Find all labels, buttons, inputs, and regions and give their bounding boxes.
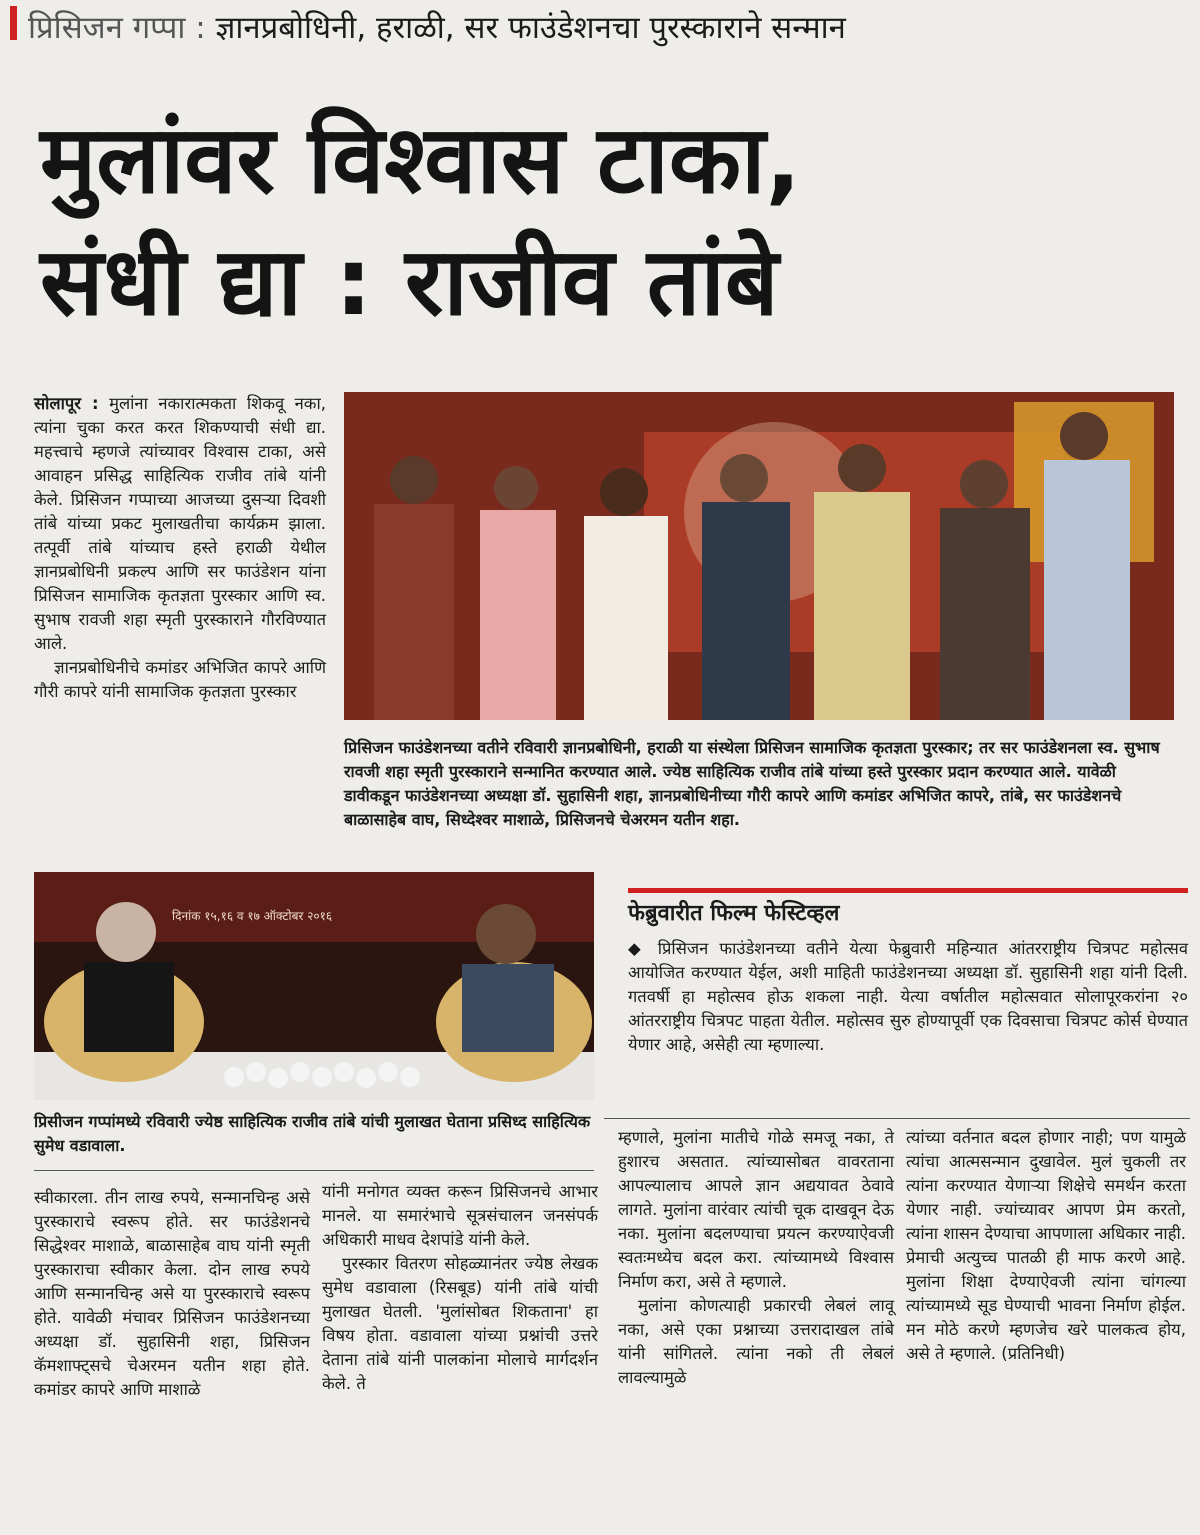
award-photo-caption: प्रिसिजन फाउंडेशनच्या वतीने रविवारी ज्ञानप्रबोधिनी, हराळी या संस्थेला प्रिसिजन सामाजिक कृतज्ञता पुरस्कार; तर सर फाउंडेशनला स्व. सुभाष रावजी शहा स्मृती पुरस्काराने सन्मानित करण्यात आले. ज्येष्ठ साहित्यिक राजीव तांबे यांच्या हस्ते पुरस्कार प्रदान करण्यात आले. यावेळी डावीकडून फाउंडेशनच्या अध्यक्षा डॉ. सुहासिनी शहा, ज्ञानप्रबोधिनीच्या गौरी कापरे आणि कमांडर अभिजित कापरे, तांबे, सर फाउंडेशनचे बाळासाहेब वाघ, सिध्देश्वर माशाळे, प्रिसिजनचे चेअरमन यतीन शहा.	[344, 738, 1160, 829]
interview-photo-caption: प्रिसीजन गप्पांमध्ये रविवारी ज्येष्ठ साहित्यिक राजीव तांबे यांची मुलाखत घेताना प्रसिध्द साहित्यिक सुमेध वडावाला.	[34, 1112, 591, 1155]
kicker-accent-bar	[10, 6, 17, 40]
body-column-1	[34, 1186, 310, 1402]
body-paragraph: पुरस्कार वितरण सोहळ्यानंतर ज्येष्ठ लेखक सुमेध वडावाला (रिसबूड) यांनी तांबे यांची मुलाखत घेतली. 'मुलांसोबत शिकताना' हा विषय होता. वडावाला यांच्या प्रश्नांची उत्तरे देताना तांबे यांनी पालकांना मोलाचे मार्गदर्शन केले. ते	[322, 1254, 598, 1393]
interview-photo	[34, 872, 594, 1100]
caption-divider	[34, 1170, 594, 1171]
kicker-series: प्रिसिजन गप्पा :	[28, 10, 206, 46]
sidebar-title: फेब्रुवारीत फिल्म फेस्टिव्हल	[628, 901, 840, 926]
lead-paragraph-1: मुलांना नकारात्मकता शिकवू नका, त्यांना चुका करत करत शिकण्याची संधी द्या. महत्त्वाचे म्हणजे त्यांच्यावर विश्वास टाका, असे आवाहन प्रसिद्ध साहित्यिक राजीव तांबे यांनी केले. प्रिसिजन गप्पाच्या आजच्या दुसऱ्या दिवशी तांबे यांच्या प्रकट मुलाखतीचा कार्यक्रम झाला. तत्पूर्वी तांबे यांच्याच हस्ते हराळी येथील ज्ञानप्रबोधिनी प्रकल्प आणि सर फाउंडेशन यांना प्रिसिजन सामाजिक कृतज्ञता पुरस्कार आणि स्व. सुभाष रावजी शहा स्मृती पुरस्काराने गौरविण्यात आले.	[34, 394, 327, 653]
dateline: सोलापूर :	[34, 394, 99, 413]
body-paragraph: म्हणाले, मुलांना मातीचे गोळे समजू नका, ते हुशारच असतात. त्यांच्यासोबत वावरताना आपल्यालाच आपले ज्ञान अद्ययावत ठेवावे लागते. मुलांना वारंवार त्यांची चूक दाखवून देऊ नका. मुलांना बदलण्याचा प्रयत्न करण्याऐवजी स्वतःमध्येच बदल करा. त्यांच्यामध्ये विश्वास निर्माण करा, असे ते म्हणाले.	[618, 1128, 894, 1291]
interview-stage-banner: दिनांक १५,१६ व १७ ऑक्टोबर २०१६	[172, 909, 333, 923]
headline-line-1: मुलांवर विश्वास टाका,	[40, 106, 802, 215]
body-column-3	[618, 1126, 894, 1390]
body-paragraph: यांनी मनोगत व्यक्त करून प्रिसिजनचे आभार मानले. या समारंभाचे सूत्रसंचालन जनसंपर्क अधिकारी माधव देशपांडे यांनी केले.	[322, 1182, 598, 1249]
body-paragraph: मुलांना कोणत्याही प्रकारची लेबलं लावू नका, असे एका प्रश्नाच्या उत्तरादाखल तांबे यांनी सांगितले. त्यांना नको ती लेबलं लावल्यामुळे	[618, 1296, 894, 1387]
sidebar-divider	[604, 1118, 1190, 1119]
award-ceremony-photo	[344, 392, 1174, 720]
lead-paragraph-2: ज्ञानप्रबोधिनीचे कमांडर अभिजित कापरे आणि गौरी कापरे यांनी सामाजिक कृतज्ञता पुरस्कार	[34, 658, 326, 701]
kicker-text: ज्ञानप्रबोधिनी, हराळी, सर फाउंडेशनचा पुरस्काराने सन्मान	[215, 10, 846, 46]
body-column-4	[906, 1126, 1186, 1366]
lead-column	[34, 392, 326, 704]
kicker	[28, 6, 1188, 50]
sidebar-text: ◆ प्रिसिजन फाउंडेशनच्या वतीने येत्या फेब्रुवारी महिन्यात आंतरराष्ट्रीय चित्रपट महोत्सव आयोजित करण्यात येईल, अशी माहिती फाउंडेशनच्या अध्यक्षा डॉ. सुहासिनी शहा यांनी दिली. गतवर्षी हा महोत्सव होऊ शकला नाही. येत्या वर्षातील महोत्सवात सोलापूरकरांना २० आंतरराष्ट्रीय चित्रपट पाहता येतील. महोत्सव सुरु होण्यापूर्वी एक दिवसाचा चित्रपट कोर्स घेण्यात येणार आहे, असेही त्या म्हणाल्या.	[628, 939, 1188, 1054]
body-paragraph: स्वीकारला. तीन लाख रुपये, सन्मानचिन्ह असे पुरस्काराचे स्वरूप होते. सर फाउंडेशनचे सिद्धेश्वर माशाळे, बाळासाहेब वाघ यांनी स्मृती पुरस्काराचा स्वीकार केला. दोन लाख रुपये आणि सन्मानचिन्ह असे या पुरस्काराचे स्वरूप होते. यावेळी मंचावर प्रिसिजन फाउंडेशनच्या अध्यक्षा डॉ. सुहासिनी शहा, प्रिसिजन कॅमशाफ्ट्सचे चेअरमन यतीन शहा होते. कमांडर कापरे आणि माशाळे	[34, 1188, 310, 1399]
sidebar-accent-bar	[628, 888, 1188, 893]
body-column-2	[322, 1180, 598, 1396]
headline-line-2: संधी द्या : राजीव तांबे	[40, 228, 779, 337]
headline	[40, 100, 1180, 344]
body-paragraph: त्यांच्या वर्तनात बदल होणार नाही; पण यामुळे त्यांचा आत्मसन्मान दुखावेल. मुलं चुकली तर त्यांना करण्यात येणाऱ्या शिक्षेचे समर्थन करता येणार नाही. ज्यांच्यावर आपण प्रेम करतो, त्यांना शासन देण्याचा आपणाला अधिकार नाही. प्रेमाची अत्युच्च पातळी ही माफ करणे आहे. मुलांना शिक्षा देण्याऐवजी त्यांना चांगल्या त्यांच्यामध्ये सूड घेण्याची भावना निर्माण होईल. मन मोठे करणे म्हणजेच खरे पालकत्व होय, असे ते म्हणाले. (प्रतिनिधी)	[906, 1128, 1186, 1363]
